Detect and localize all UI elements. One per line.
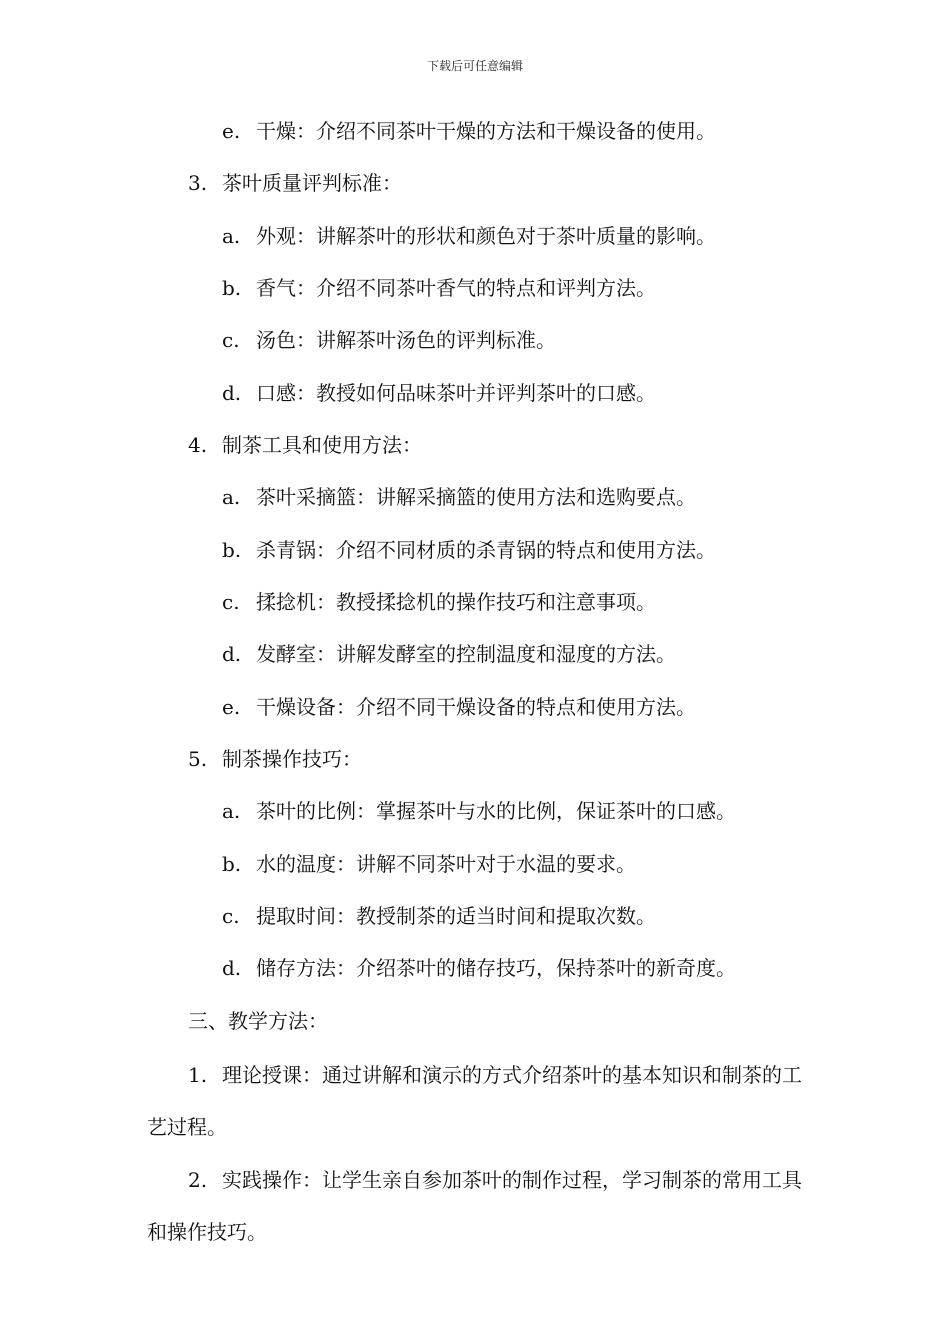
list-marker: c. [222, 590, 240, 614]
list-item [222, 798, 736, 824]
list-marker: a. [222, 799, 241, 823]
list-marker: 3. [188, 171, 208, 195]
paragraph-marker: 1. [188, 1063, 208, 1087]
list-item-text: 储存方法：介绍茶叶的储存技巧，保持茶叶的新奇度。 [256, 956, 736, 980]
list-marker: e. [222, 695, 241, 719]
list-item [222, 955, 736, 981]
paragraph [147, 1049, 807, 1153]
paragraph-text: 理论授课：通过讲解和演示的方式介绍茶叶的基本知识和制茶的工艺过程。 [147, 1063, 802, 1139]
list-marker: d. [222, 381, 242, 405]
list-item-text: 提取时间：教授制茶的适当时间和提取次数。 [256, 904, 656, 928]
list-item-text: 干燥：介绍不同茶叶干燥的方法和干燥设备的使用。 [256, 119, 716, 143]
list-item-text: 口感：教授如何品味茶叶并评判茶叶的口感。 [256, 381, 656, 405]
list-item-text: 茶叶的比例：掌握茶叶与水的比例，保证茶叶的口感。 [256, 799, 736, 823]
list-item [222, 327, 556, 353]
list-marker: b. [222, 276, 242, 300]
list-item [222, 484, 696, 510]
list-item [222, 118, 716, 144]
list-marker: d. [222, 956, 242, 980]
list-item [222, 537, 716, 563]
list-marker: c. [222, 904, 240, 928]
list-item-text: 干燥设备：介绍不同干燥设备的特点和使用方法。 [256, 695, 696, 719]
list-item-text: 茶叶采摘篮：讲解采摘篮的使用方法和选购要点。 [256, 485, 696, 509]
page-header: 下载后可任意编辑 [426, 59, 523, 73]
paragraph-marker: 2. [188, 1168, 208, 1192]
section-heading [188, 432, 422, 458]
section-heading-text: 茶叶质量评判标准： [222, 171, 402, 195]
list-marker: 4. [188, 433, 208, 457]
list-item-text: 杀青锅：介绍不同材质的杀青锅的特点和使用方法。 [256, 538, 716, 562]
list-marker: c. [222, 328, 240, 352]
list-marker: e. [222, 119, 241, 143]
list-item [222, 641, 676, 667]
list-item [222, 851, 636, 877]
list-marker: a. [222, 224, 241, 248]
list-marker: 5. [188, 747, 208, 771]
section-heading [188, 170, 402, 196]
list-item [222, 903, 656, 929]
section-heading-text: 三、教学方法： [188, 1009, 328, 1033]
section-heading-text: 制茶工具和使用方法： [222, 433, 422, 457]
section-heading [188, 1008, 328, 1034]
list-marker: a. [222, 485, 241, 509]
list-item-text: 发酵室：讲解发酵室的控制温度和湿度的方法。 [256, 642, 676, 666]
list-item-text: 香气：介绍不同茶叶香气的特点和评判方法。 [256, 276, 656, 300]
list-item [222, 380, 656, 406]
section-heading-text: 制茶操作技巧： [222, 747, 362, 771]
list-marker: b. [222, 538, 242, 562]
list-item [222, 589, 656, 615]
section-heading [188, 746, 362, 772]
paragraph [147, 1154, 807, 1258]
list-item-text: 揉捻机：教授揉捻机的操作技巧和注意事项。 [256, 590, 656, 614]
list-item [222, 223, 716, 249]
paragraph-text: 实践操作：让学生亲自参加茶叶的制作过程，学习制茶的常用工具和操作技巧。 [147, 1168, 802, 1244]
list-marker: d. [222, 642, 242, 666]
list-item-text: 水的温度：讲解不同茶叶对于水温的要求。 [256, 852, 636, 876]
list-item-text: 汤色：讲解茶叶汤色的评判标准。 [256, 328, 556, 352]
list-item [222, 694, 696, 720]
list-item-text: 外观：讲解茶叶的形状和颜色对于茶叶质量的影响。 [256, 224, 716, 248]
list-marker: b. [222, 852, 242, 876]
list-item [222, 275, 656, 301]
